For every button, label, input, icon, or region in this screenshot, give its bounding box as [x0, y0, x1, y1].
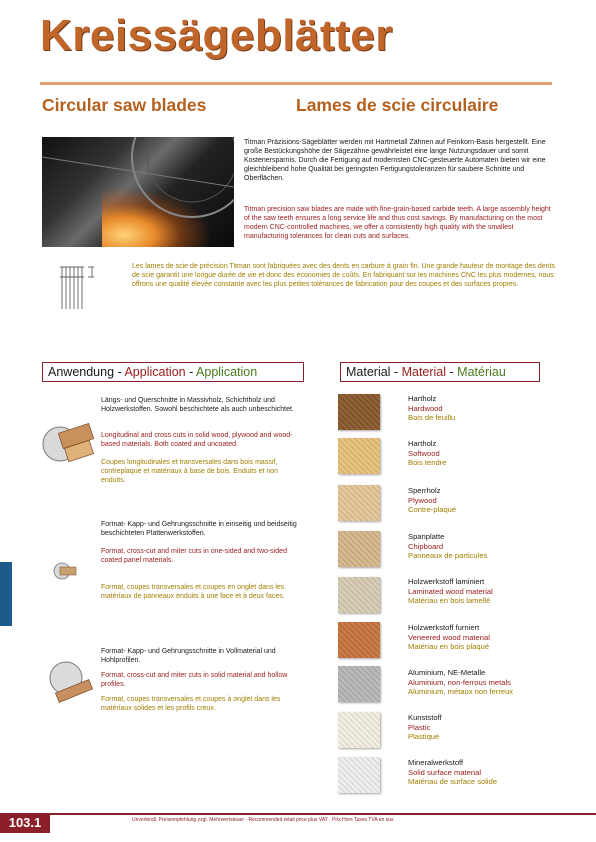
material-fr: Bois de feuillu — [408, 413, 456, 422]
page-number: 103.1 — [0, 813, 50, 833]
rip-cut-blade-icon — [40, 418, 96, 466]
material-item — [408, 758, 497, 787]
intro-french: Les lames de scie de précision Titman sont fabriquées avec des dents en carbure à grain fin. Une grande hauteur de montage des dents de scie garantit une longue durée de vie et donc des économies de coûts. En fabriquant sur les machines CNC les plus modernes, nous offrons une qualité élevée constante avec les plus petites tolérances de fabrication pour des coupes et des surfaces propres. — [132, 263, 555, 288]
material-swatch — [338, 577, 380, 613]
application-header-fr: Application — [196, 365, 258, 379]
material-de: Hartholz — [408, 394, 437, 403]
material-fr: Aluminium, métaux non ferreux — [408, 687, 514, 696]
material-swatch — [338, 438, 380, 474]
material-swatch — [338, 712, 380, 748]
profile-cut-blade-icon — [44, 658, 94, 708]
application-header — [42, 362, 304, 382]
material-header-fr: Matériau — [457, 365, 506, 379]
material-header-de: Material — [346, 365, 391, 379]
application-2-en: Format, cross-cut and miter cuts in one-sided and two-sided coated panel materials. — [101, 548, 287, 564]
material-de: Hartholz — [408, 439, 437, 448]
material-swatch — [338, 394, 380, 430]
material-fr: Matériau en bois lamellé — [408, 596, 491, 605]
section-tab — [0, 562, 12, 626]
application-1-fr: Coupes longitudinales et transversales dans bois massif, contreplaqué et matériaux à base de bois. Enduits et non enduits. — [101, 459, 279, 484]
title-rule — [40, 82, 552, 85]
intro-german: Titman Präzisions-Sägeblätter werden mit Hartmetall Zähnen auf Feinkorn-Basis hergestellt. Eine große Bestückungshöhe der Sägezähne gewährleistet eine lange Nutzungsdauer und somit Kostenersparnis. Durch die Fertigung auf modernsten CNC-gesteuerte Automaten bieten wir eine gleichbleibend hohe Qualität bei geringsten Fertigungstoleranzen für saubere Schnitte und Oberflächen. — [244, 139, 546, 182]
material-fr: Panneaux de particules — [408, 551, 488, 560]
saw-teeth-diagram-icon — [54, 263, 98, 313]
material-fr: Matériau en bois plaqué — [408, 642, 490, 651]
application-1-en: Longitudinal and cross cuts in solid wood, plywood and wood-based materials. Both coated and uncoated. — [101, 432, 293, 448]
material-header — [340, 362, 540, 382]
material-item — [408, 532, 487, 561]
material-en: Plywood — [408, 495, 437, 505]
material-de: Holzwerkstoff laminiert — [408, 577, 485, 586]
material-fr: Contre-plaqué — [408, 505, 457, 514]
application-header-en: Application — [124, 365, 186, 379]
page-title: Kreissägeblätter — [40, 11, 393, 60]
material-fr: Plastique — [408, 732, 440, 741]
application-2-fr: Format, coupes transversales et coupes en onglet dans les matériaux de panneaux enduits à une face et à deux faces. — [101, 584, 285, 600]
material-item — [408, 486, 456, 515]
material-swatch — [338, 531, 380, 567]
material-en: Softwood — [408, 448, 440, 458]
application-3-de: Format- Kapp- und Gehrungsschnitte in Vollmaterial und Hohlprofilen. — [101, 648, 276, 664]
material-item — [408, 439, 446, 468]
material-item — [408, 713, 442, 742]
material-fr: Matériau de surface solide — [408, 777, 498, 786]
application-2-de: Format- Kapp- und Gehrungsschnitte in einseitig und beidseitig beschichteten Plattenwerkstoffen. — [101, 521, 297, 537]
material-swatch — [338, 666, 380, 702]
header-separator: - — [390, 365, 402, 379]
application-3-fr: Format, coupes transversales et coupes à onglet dans les matériaux solides et les profils creux. — [101, 696, 281, 712]
subtitle-french: Lames de scie circulaire — [296, 95, 499, 115]
material-de: Holzwerkstoff furniert — [408, 623, 480, 632]
material-swatch — [338, 622, 380, 658]
header-separator: - — [114, 365, 125, 379]
material-en: Chipboard — [408, 541, 444, 551]
header-separator: - — [185, 365, 197, 379]
material-swatch — [338, 485, 380, 521]
application-header-de: Anwendung — [48, 365, 115, 379]
saw-blade-photo — [42, 137, 234, 247]
footer-note: Unverbindl. Preisempfehlung zzgl. Mehrwertsteuer · Recommended retail price plus VAT · Prix Hors Taxes TVA en sus — [132, 817, 394, 823]
application-3-en: Format, cross-cut and miter cuts in solid material and hollow profiles. — [101, 672, 288, 688]
panel-cut-blade-icon — [52, 560, 78, 582]
subtitle-english: Circular saw blades — [42, 95, 207, 115]
header-separator: - — [446, 365, 458, 379]
application-1-de: Längs- und Querschnitte in Massivholz, Schichtholz und Holzwerkstoffen. Sowohl beschichtete als auch unbeschichtet. — [101, 397, 294, 413]
material-header-en: Material — [401, 365, 447, 379]
material-en: Aluminium, non-ferrous metals — [408, 677, 511, 687]
material-en: Laminated wood material — [408, 586, 493, 596]
material-en: Veneered wood material — [408, 632, 490, 642]
material-en: Plastic — [408, 722, 431, 732]
material-de: Mineralwerkstoff — [408, 758, 464, 767]
material-de: Sperrholz — [408, 486, 441, 495]
material-de: Kunststoff — [408, 713, 442, 722]
material-item — [408, 623, 490, 652]
intro-english: Titman precision saw blades are made with fine-grain-based carbide teeth. A large assembly height of the saw teeth ensures a long service life and thus cost savings. By manufacturing on the most modern CNC-controlled machines, we offer a consistently high quality with the smallest manufacturing tolerances for clean cuts and surfaces. — [244, 206, 551, 240]
material-item — [408, 668, 513, 697]
material-de: Aluminium, NE-Metalle — [408, 668, 486, 677]
material-item — [408, 394, 455, 423]
material-swatch — [338, 757, 380, 793]
material-en: Solid surface material — [408, 767, 482, 777]
material-fr: Bois tendre — [408, 458, 447, 467]
material-item — [408, 577, 493, 606]
material-de: Spanplatte — [408, 532, 445, 541]
saw-machine-image — [42, 137, 234, 247]
footer-rule — [50, 813, 596, 815]
material-en: Hardwood — [408, 403, 443, 413]
